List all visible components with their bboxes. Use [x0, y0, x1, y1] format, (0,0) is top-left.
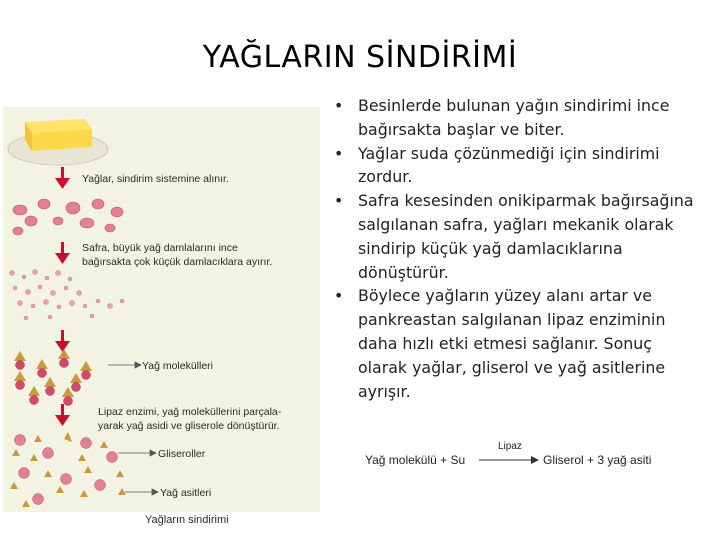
bullet-icon: • [334, 143, 344, 163]
small-fat-droplets [10, 270, 125, 321]
equation-enzyme: Lipaz [498, 441, 522, 452]
reaction-arrow-icon [479, 455, 539, 465]
products [10, 432, 126, 507]
bullet-text: Safra kesesinden onikiparmak bağırsağına salgılanan safra, yağları mekanik olarak sindirip küçük yağ damlacıklarına dönüştürür. [358, 191, 694, 282]
bullet-item [334, 142, 706, 190]
butter-icon [8, 119, 108, 165]
lipase-line1: Lipaz enzimi, yağ moleküllerini parçala- [98, 406, 282, 418]
bullet-item [334, 284, 706, 403]
equation-left: Yağ molekülü + Su [365, 453, 466, 467]
step2-line1: Safra, büyük yağ damlalarını ince [82, 242, 238, 254]
bullet-icon: • [334, 286, 344, 306]
fat-digestion-figure [0, 107, 322, 540]
fat-droplets [13, 199, 123, 235]
bullet-text: Besinlerde bulunan yağın sindirimi ince bağırsakta başlar ve biter. [358, 96, 670, 139]
fat-molecules [14, 349, 92, 406]
lipase-line2: yarak yağ asidi ve gliserole dönüştürür. [98, 420, 280, 432]
fatty-acid-label: Yağ asitleri [160, 487, 212, 499]
step2-line2: bağırsakta çok küçük damlacıklara ayırır. [82, 256, 273, 268]
digestion-equation [365, 440, 685, 480]
bullet-icon: • [334, 96, 344, 115]
bullet-item [334, 189, 706, 284]
bullet-text: Yağlar suda çözünmediği için sindirimi zordur. [358, 143, 660, 187]
bullet-text: Böylece yağların yüzey alanı artar ve pankreastan salgılanan lipaz enziminin daha hızlı etki etmesi sağlanır. Sonuç olarak yağlar, gliserol ve yağ asitlerine ayrışır. [358, 286, 666, 401]
bullet-item [334, 94, 706, 142]
fat-molecules-label: Yağ molekülleri [142, 360, 214, 372]
glycerol-label: Gliseroller [158, 448, 206, 460]
bullet-list [334, 94, 706, 403]
figure-caption: Yağların sindirimi [145, 514, 229, 526]
bullet-icon: • [334, 191, 344, 211]
page-title: YAĞLARIN SİNDİRİMİ [202, 40, 518, 75]
equation-right: Gliserol + 3 yağ asiti [543, 453, 652, 467]
step1-label: Yağlar, sindirim sistemine alınır. [82, 173, 229, 185]
